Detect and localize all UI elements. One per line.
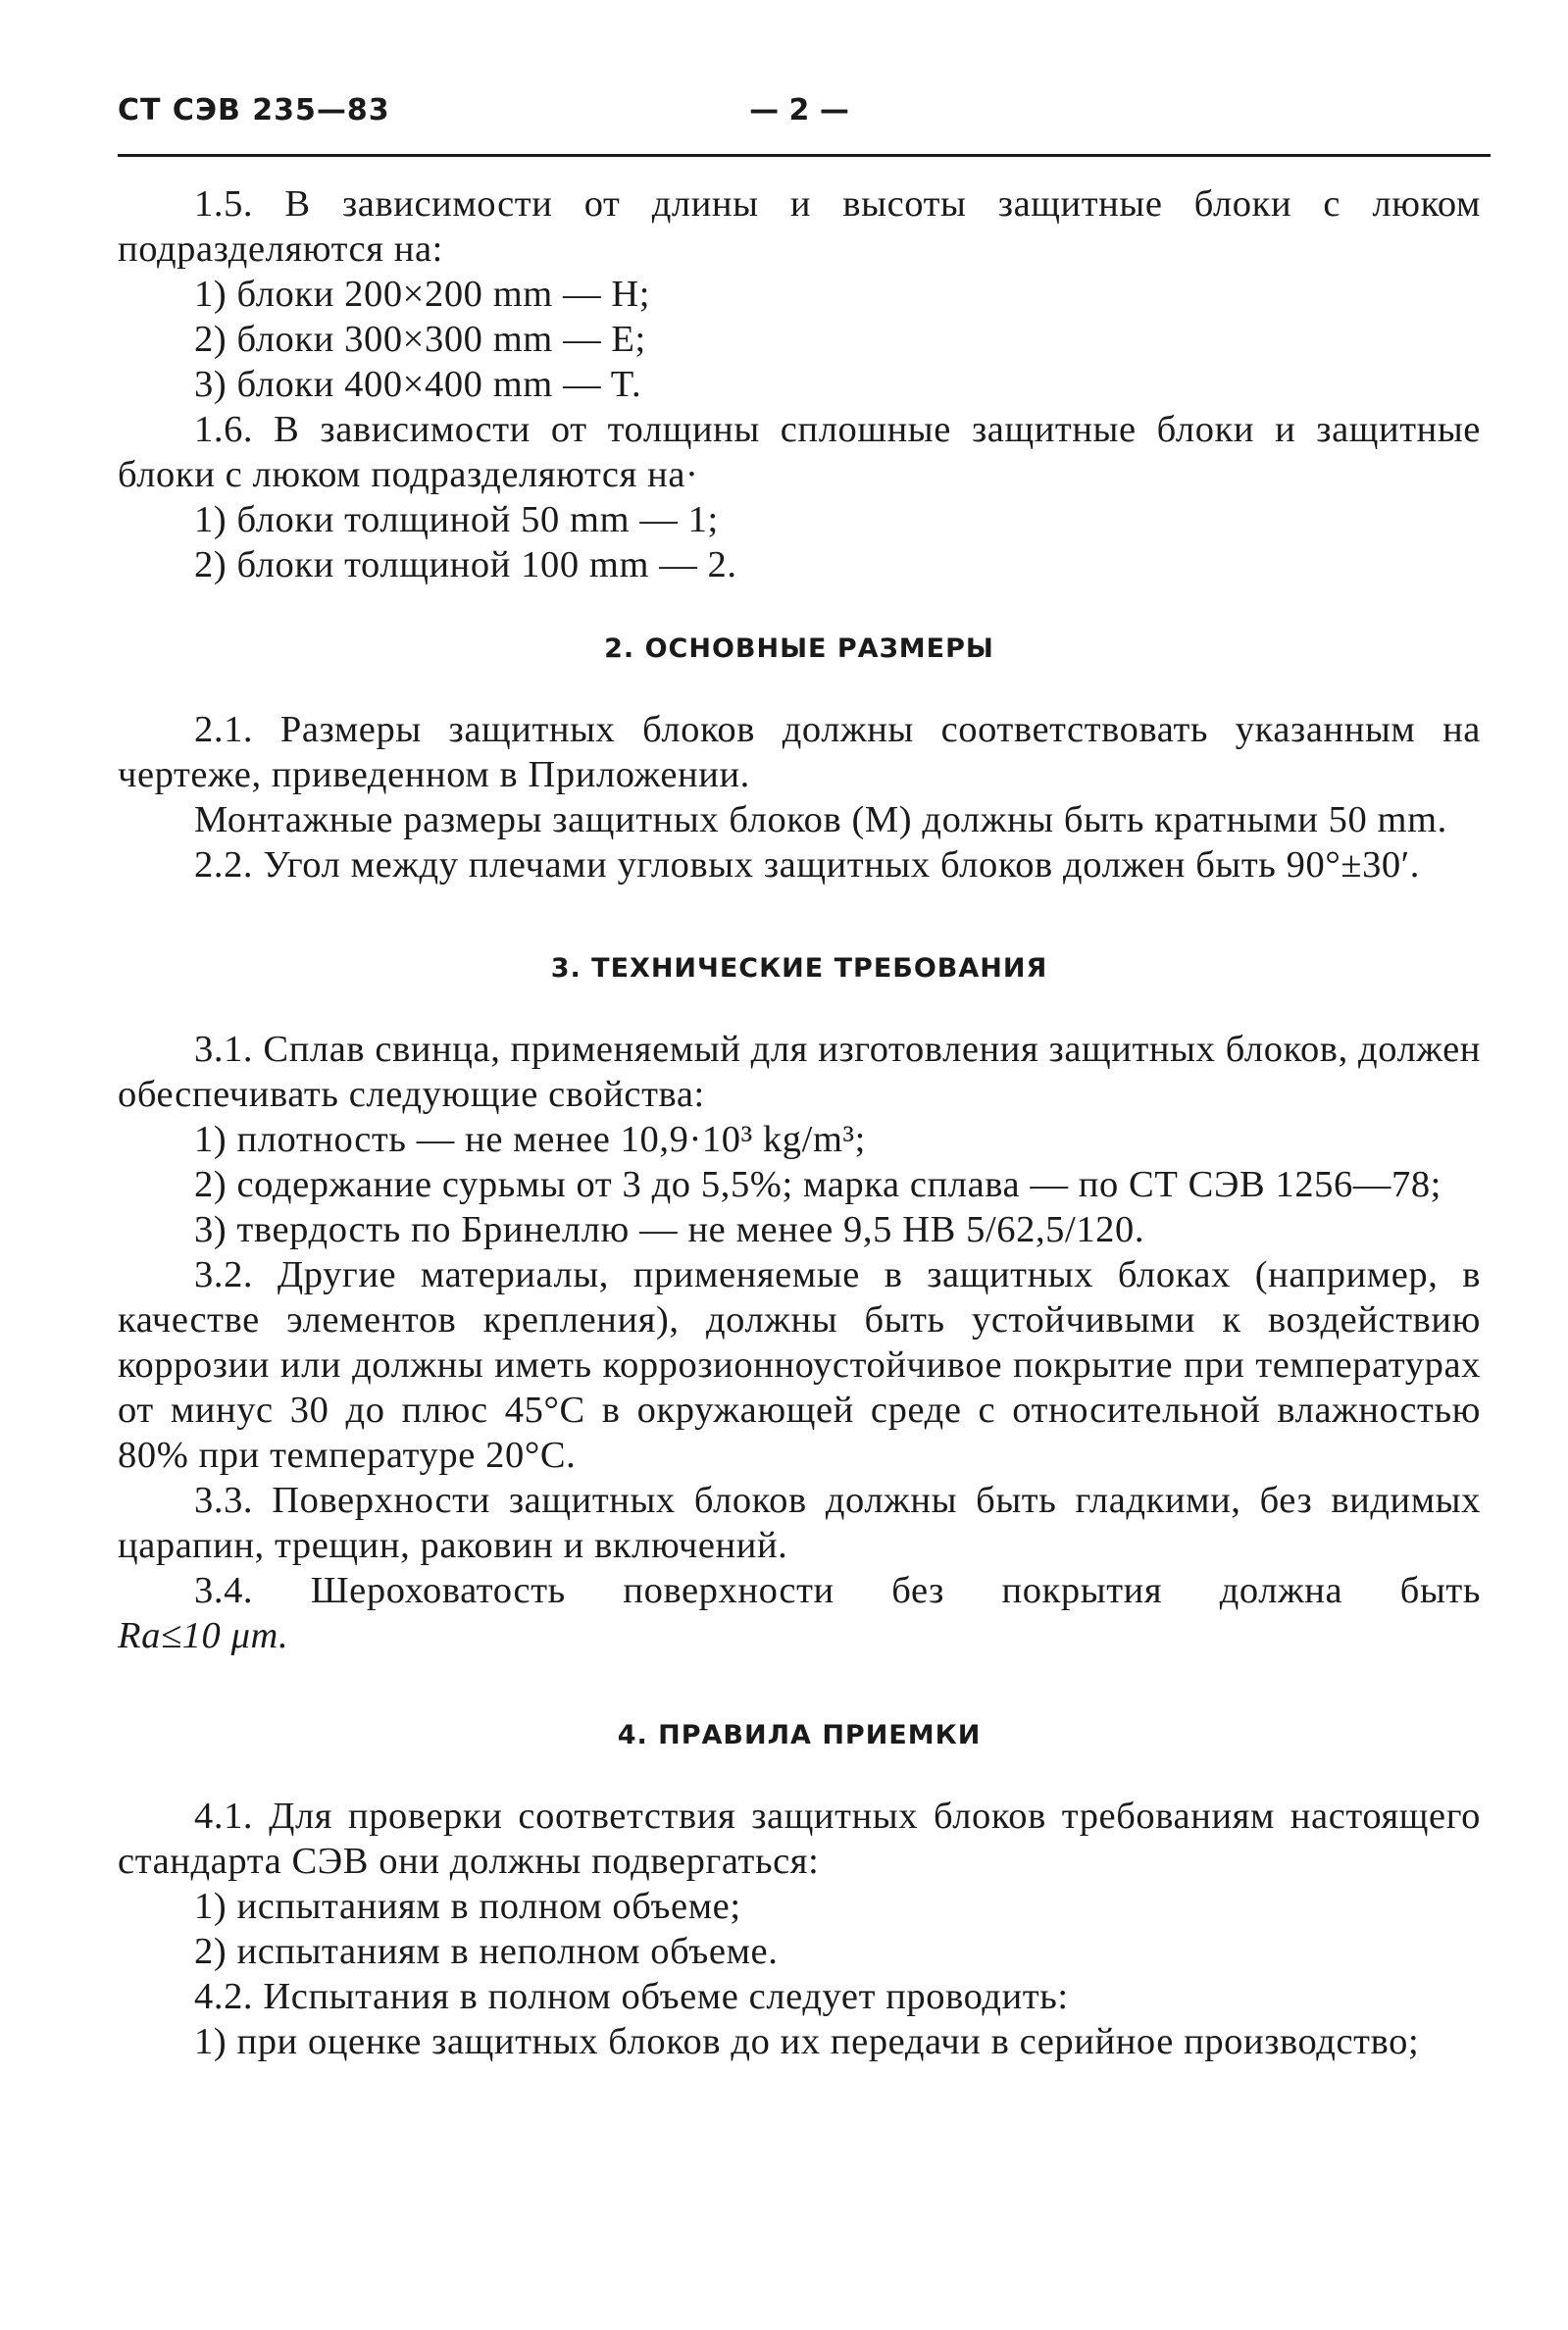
document-body (118, 181, 1481, 2064)
paragraph-4-2: 4.2. Испытания в полном объеме следует проводить: (194, 1976, 1069, 2017)
page-header (118, 93, 1481, 152)
paragraph-3-1: 3.1. Сплав свинца, применяемый для изготовления защитных блоков, должен обеспечивать следующие свойства: (118, 1029, 1481, 1115)
list-item: 2) блоки толщиной 100 mm — 2. (194, 544, 737, 585)
list-item: 3) блоки 400×400 mm — T. (194, 364, 642, 405)
paragraph-2-1-mounting: Монтажные размеры защитных блоков (M) должны быть кратными 50 mm. (194, 799, 1447, 840)
section-heading-2: 2. ОСНОВНЫЕ РАЗМЕРЫ (604, 633, 994, 664)
paragraph-3-2: 3.2. Другие материалы, применяемые в защитных блоках (например, в качестве элементов крепления), должны быть устойчивыми к воздействию коррозии или должны иметь коррозионноустойчивое покрытие при температурах от минус 30 до плюс 45°C в окружающей среде с относительной влажностью 80% при температуре 20°C. (118, 1254, 1481, 1476)
list-item: 2) содержание сурьмы от 3 до 5,5%; марка сплава — по СТ СЭВ 1256—78; (194, 1164, 1442, 1205)
paragraph-2-2: 2.2. Угол между плечами угловых защитных блоков должен быть 90°±30′. (194, 844, 1421, 886)
list-item: 2) блоки 300×300 mm — E; (194, 319, 646, 360)
list-item: 1) плотность — не менее 10,9·10³ kg/m³; (194, 1119, 866, 1160)
section-heading-3: 3. ТЕХНИЧЕСКИЕ ТРЕБОВАНИЯ (550, 953, 1048, 984)
list-item: 1) блоки 200×200 mm — H; (194, 274, 651, 315)
list-item: 1) блоки толщиной 50 mm — 1; (194, 499, 719, 540)
page-number: — 2 — (749, 93, 849, 127)
header-rule (118, 154, 1491, 157)
document-page (118, 93, 1481, 2064)
section-heading-4: 4. ПРАВИЛА ПРИЕМКИ (617, 1720, 982, 1750)
list-item: 3) твердость по Бринеллю — не менее 9,5 HB 5/62,5/120. (194, 1209, 1145, 1250)
paragraph-1-5: 1.5. В зависимости от длины и высоты защитные блоки с люком подразделяются на: (118, 183, 1481, 270)
list-item: 1) испытаниям в полном объеме; (194, 1886, 741, 1927)
standard-code: СТ СЭВ 235—83 (118, 93, 390, 127)
paragraph-3-4-value (118, 1613, 1481, 1658)
paragraph-4-2-item-1: 1) при оценке защитных блоков до их передачи в серийное производство; (194, 2021, 1420, 2062)
paragraph-1-6: 1.6. В зависимости от толщины сплошные защитные блоки и защитные блоки с люком подразделяются на· (118, 409, 1481, 495)
paragraph-3-4: 3.4. Шероховатость поверхности без покрытия должна быть (194, 1570, 1481, 1611)
paragraph-3-3: 3.3. Поверхности защитных блоков должны быть гладкими, без видимых царапин, трещин, раковин и включений. (118, 1480, 1481, 1566)
paragraph-2-1: 2.1. Размеры защитных блоков должны соответствовать указанным на чертеже, приведенном в Приложении. (118, 709, 1481, 795)
list-item: 2) испытаниям в неполном объеме. (194, 1931, 779, 1972)
roughness-value: Ra≤10 μm. (118, 1615, 289, 1656)
paragraph-4-1: 4.1. Для проверки соответствия защитных блоков требованиям настоящего стандарта СЭВ они должны подвергаться: (118, 1796, 1481, 1882)
